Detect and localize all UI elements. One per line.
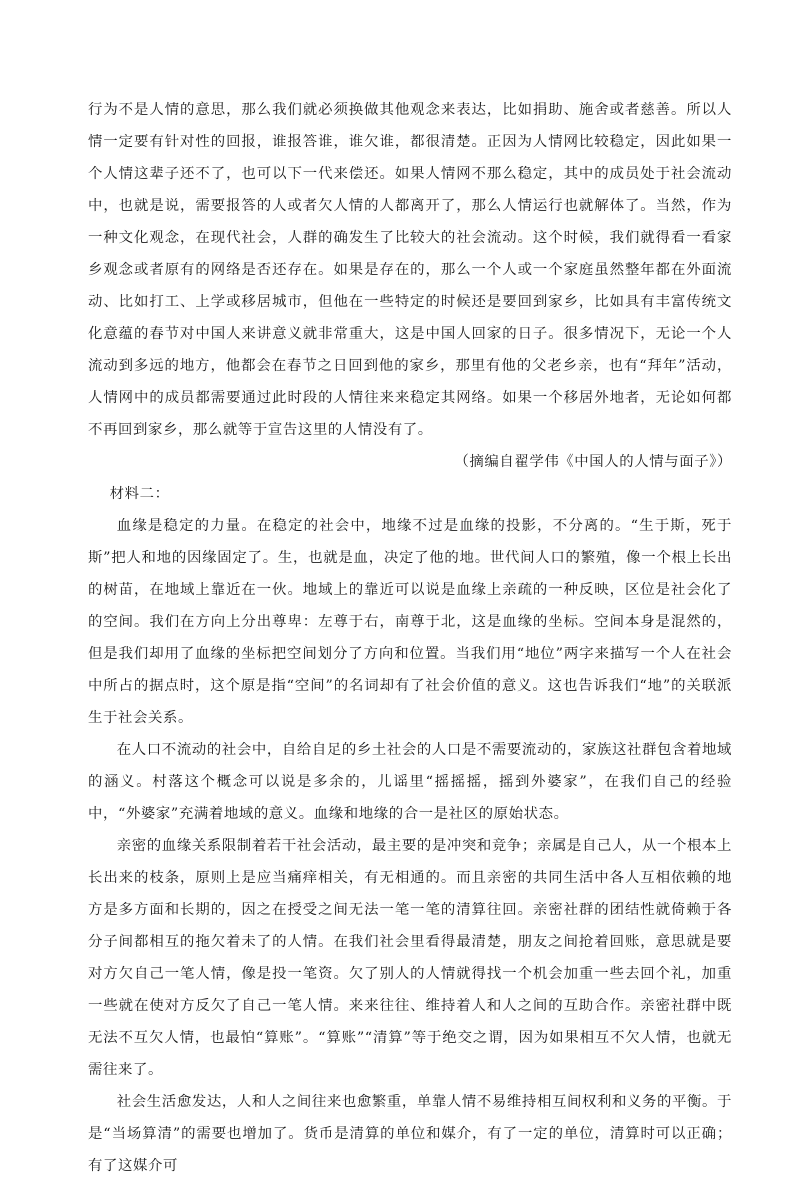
paragraph-blood-ties: 血缘是稳定的力量。在稳定的社会中，地缘不过是血缘的投影，不分离的。“生于斯，死于斯”把人和地的因缘固定了。生，也就是血，决定了他的地。世代间人口的繁殖，像一个根上长出的树苗，在地域上靠近在一伙。地域上的靠近可以说是血缘上亲疏的一种反映，区位是社会化了的空间。我们在方向上分出尊卑：左尊于右，南尊于北，这是血缘的坐标。空间本身是混然的，但是我们却用了血缘的坐标把空间划分了方向和位置。当我们用“地位”两字来描写一个人在社会中所占的据点时，这个原是指“空间”的名词却有了社会价值的意义。这也告诉我们“地”的关联派生于社会关系。 <box>88 518 732 726</box>
paragraph-social-life: 社会生活愈发达，人和人之间往来也愈繁重，单靠人情不易维持相互间权利和义务的平衡。于是“当场算清”的需要也增加了。货币是清算的单位和媒介，有了一定的单位，清算时可以正确；有了这媒介可 <box>88 1094 732 1174</box>
document-page <box>88 94 732 1182</box>
section-label-material2: 材料二： <box>109 486 170 502</box>
citation-source: （摘编自翟学伟《中国人的人情与面子》） <box>454 454 732 470</box>
paragraph-intimate-kinship: 亲密的血缘关系限制着若干社会活动，最主要的是冲突和竞争；亲属是自己人，从一个根本上长出来的枝条，原则上是应当痛痒相关，有无相通的。而且亲密的共同生活中各人互相依赖的地方是多方面和长期的，因之在授受之间无法一笔一笔的清算往回。亲密社群的团结性就倚赖于各分子间都相互的拖欠着未了的人情。在我们社会里看得最清楚，朋友之间抢着回账，意思就是要对方欠自己一笔人情，像是投一笔资。欠了别人的人情就得找一个机会加重一些去回个礼，加重一些就在使对方反欠了自己一笔人情。来来往往、维持着人和人之间的互助合作。亲密社群中既无法不互欠人情，也最怕“算账”。“算账”“清算”等于绝交之谓，因为如果相互不欠人情，也就无需往来了。 <box>88 838 732 1078</box>
paragraph-immobile-society: 在人口不流动的社会中，自给自足的乡土社会的人口是不需要流动的，家族这社群包含着地域的涵义。村落这个概念可以说是多余的，儿谣里“摇摇摇，摇到外婆家”，在我们自己的经验中，“外婆家”充满着地域的意义。血缘和地缘的合一是社区的原始状态。 <box>88 742 732 822</box>
paragraph-material1-continued: 行为不是人情的意思，那么我们就必须换做其他观念来表达，比如捐助、施舍或者慈善。所以人情一定要有针对性的回报，谁报答谁，谁欠谁，都很清楚。正因为人情网比较稳定，因此如果一个人情这辈子还不了，也可以下一代来偿还。如果人情网不那么稳定，其中的成员处于社会流动中，也就是说，需要报答的人或者欠人情的人都离开了，那么人情运行也就解体了。当然，作为一种文化观念，在现代社会，人群的确发生了比较大的社会流动。这个时候，我们就得看一看家乡观念或者原有的网络是否还存在。如果是存在的，那么一个人或一个家庭虽然整年都在外面流动、比如打工、上学或移居城市，但他在一些特定的时候还是要回到家乡，比如具有丰富传统文化意蕴的春节对中国人来讲意义就非常重大，这是中国人回家的日子。很多情况下，无论一个人流动到多远的地方，他都会在春节之日回到他的家乡，那里有他的父老乡亲，也有“拜年”活动，人情网中的成员都需要通过此时段的人情往来来稳定其网络。如果一个移居外地者，无论如何都不再回到家乡，那么就等于宣告这里的人情没有了。 <box>88 102 732 438</box>
